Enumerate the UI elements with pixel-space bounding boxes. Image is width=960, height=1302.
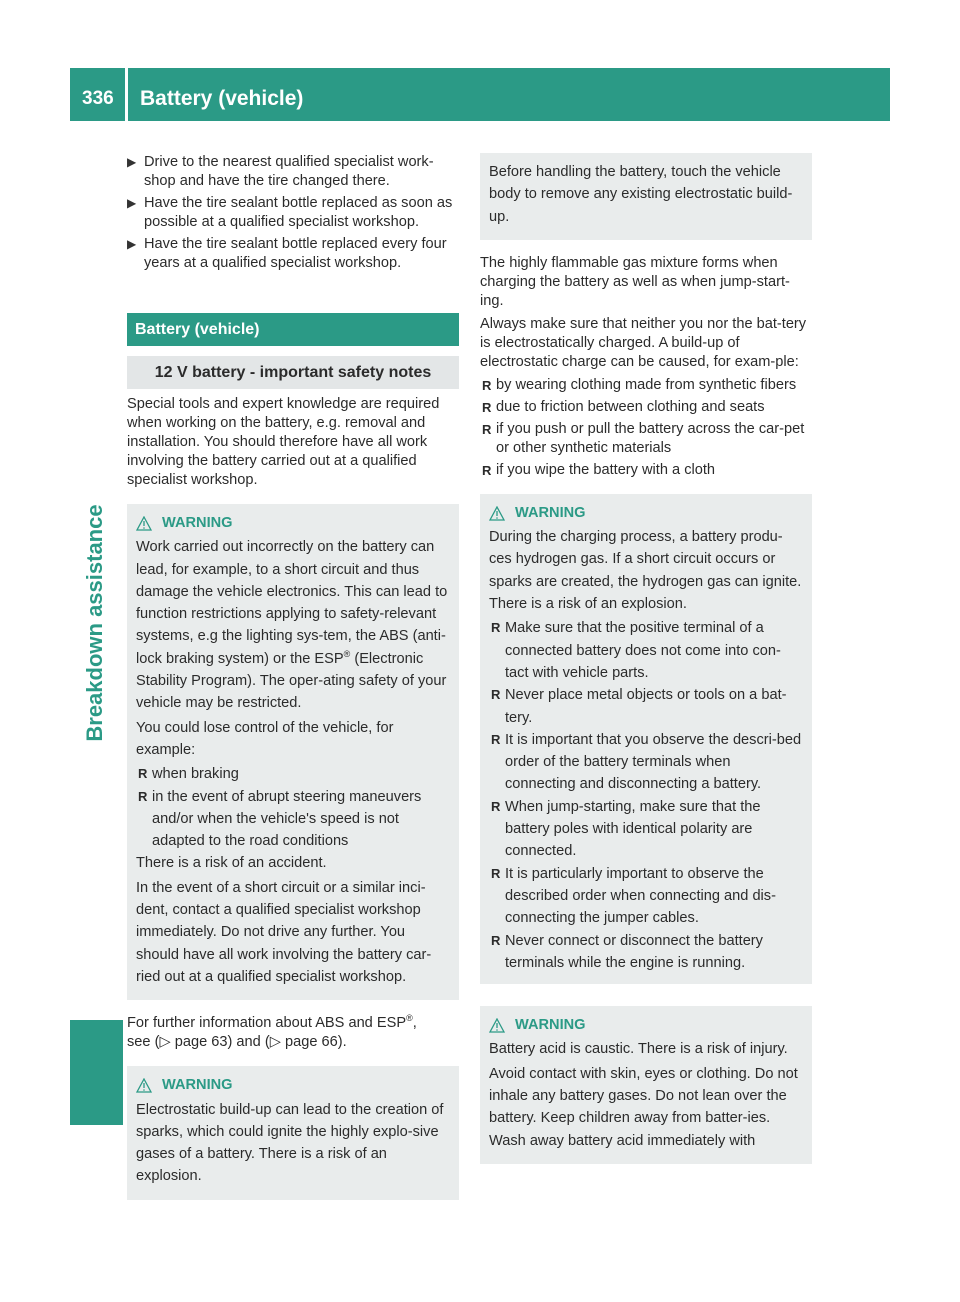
warning-text: In the event of a short circuit or a similar inci-dent, contact a qualified specialist workshop immediately. Do not drive any further. You should have all work involving the battery car-ried out at a qualified specialist workshop. — [136, 879, 432, 985]
warning-text: Battery acid is caustic. There is a risk of injury. — [489, 1041, 788, 1058]
warning-triangle-icon — [489, 1018, 505, 1033]
arrow-icon: ▶ — [127, 196, 137, 210]
list-item: R It is important that you observe the descri-bed order of the battery terminals when connecting and disconnecting a battery. — [489, 729, 802, 796]
list-item: R by wearing clothing made from synthetic fibers — [482, 376, 797, 393]
bullet-icon: R — [491, 620, 501, 636]
warning-heading: WARNING — [489, 502, 802, 524]
bullet-icon: R — [482, 462, 492, 478]
section-heading: Battery (vehicle) — [127, 313, 459, 346]
right-column — [480, 153, 812, 1178]
list-item: R due to friction between clothing and seats — [482, 398, 765, 415]
bullet-icon: R — [138, 766, 148, 782]
bullet-icon: R — [491, 865, 501, 881]
warning-text: There is a risk of an accident. — [136, 855, 327, 872]
warning-text: Electrostatic build-up can lead to the creation of sparks, which could ignite the highly explo-sive gases of a battery. There is a risk of an explosion. — [136, 1101, 444, 1185]
bullet-icon: R — [482, 377, 492, 393]
list-item: ▶ Have the tire sealant bottle replaced as soon as possible at a qualified specialist workshop. — [127, 195, 453, 230]
page-number: 336 — [82, 88, 114, 109]
page-header — [70, 68, 890, 121]
list-item: R in the event of abrupt steering maneuvers and/or when the vehicle's speed is not adapted to the road conditions — [136, 786, 449, 853]
left-column — [127, 153, 459, 1214]
list-item: R Never connect or disconnect the battery terminals while the engine is running. — [489, 930, 802, 975]
list-item: R Make sure that the positive terminal of a connected battery does not come into con-tact with vehicle parts. — [489, 617, 802, 684]
list-item: ▶ Drive to the nearest qualified specialist work-shop and have the tire changed there. — [127, 154, 434, 189]
warning-text: During the charging process, a battery produ-ces hydrogen gas. If a short circuit occurs or sparks are created, the hydrogen gas can ignite. There is a risk of an explosion. — [489, 529, 802, 613]
info-paragraph: For further information about ABS and ESP®, see (▷ page 63) and (▷ page 66). — [127, 1013, 417, 1051]
page-ref-arrow-icon: ▷ — [269, 1034, 281, 1051]
list-item: R if you wipe the battery with a cloth — [482, 461, 716, 478]
bullet-icon: R — [482, 421, 492, 437]
bullet-icon: R — [482, 399, 492, 415]
warning-text: Work carried out incorrectly on the battery can lead, for example, to a short circuit and thus damage the vehicle electronics. This can lead to function restrictions applying to safety-relevant systems, e.g the lighting sys-tem, the ABS (anti-lock braking system) or the ESP® (Electronic Stability Program). The oper-ating safety of your vehicle may be restricted. — [136, 539, 448, 712]
warning-text: You could lose control of the vehicle, for example: — [136, 719, 394, 758]
list-item: ▶ Have the tire sealant bottle replaced every four years at a qualified specialist workshop. — [127, 236, 447, 271]
arrow-icon: ▶ — [127, 155, 137, 169]
warning-heading: WARNING — [489, 1014, 802, 1036]
note-box — [480, 153, 812, 240]
chapter-tab — [70, 470, 123, 780]
arrow-icon: ▶ — [127, 237, 137, 251]
page-title: Battery (vehicle) — [140, 87, 304, 110]
warning-triangle-icon — [136, 516, 152, 531]
list-item: R if you push or pull the battery across the car-pet or other synthetic materials — [482, 420, 805, 456]
list-item: R It is particularly important to observe the described order when connecting and dis-connecting the jumper cables. — [489, 863, 802, 930]
paragraph: The highly flammable gas mixture forms when charging the battery as well as when jump-start-ing. — [480, 254, 790, 309]
warning-triangle-icon — [489, 506, 505, 521]
bullet-icon: R — [491, 932, 501, 948]
warning-box — [480, 1006, 812, 1164]
list-item: R when braking — [136, 763, 449, 785]
bullet-icon: R — [491, 731, 501, 747]
warning-heading: WARNING — [136, 1074, 449, 1096]
paragraph: Always make sure that neither you nor the bat-tery is electrostatically charged. A build-up of electrostatic charge can be caused, for exam-ple: — [480, 315, 807, 370]
header-divider — [125, 68, 128, 121]
note-text: Before handling the battery, touch the vehicle body to remove any existing electrostatic build-up. — [489, 164, 793, 225]
bullet-icon: R — [138, 788, 148, 804]
bullet-icon: R — [491, 687, 501, 703]
warning-heading: WARNING — [136, 512, 449, 534]
page-ref-link[interactable]: page 66 — [285, 1034, 338, 1051]
page-ref-arrow-icon: ▷ — [159, 1034, 171, 1051]
intro-paragraph: Special tools and expert knowledge are required when working on the battery, e.g. removal and installation. You should therefore have all work involving the battery carried out at a qualified specialist workshop. — [127, 396, 440, 488]
list-item: R Never place metal objects or tools on a bat-tery. — [489, 684, 802, 729]
chapter-label: Breakdown assistance — [82, 504, 107, 742]
chapter-marker — [70, 1020, 123, 1125]
warning-box — [127, 1066, 459, 1199]
page-ref-link[interactable]: page 63 — [174, 1034, 228, 1051]
warning-box — [127, 504, 459, 1000]
warning-text: Avoid contact with skin, eyes or clothing. Do not inhale any battery gases. Do not lean over the battery. Keep children away from batter-ies. Wash away battery acid immediately with — [489, 1065, 798, 1149]
list-item: R When jump-starting, make sure that the battery poles with identical polarity are connected. — [489, 796, 802, 863]
subsection-heading: 12 V battery - important safety notes — [127, 356, 459, 389]
warning-triangle-icon — [136, 1078, 152, 1093]
bullet-icon: R — [491, 798, 501, 814]
warning-box — [480, 494, 812, 984]
